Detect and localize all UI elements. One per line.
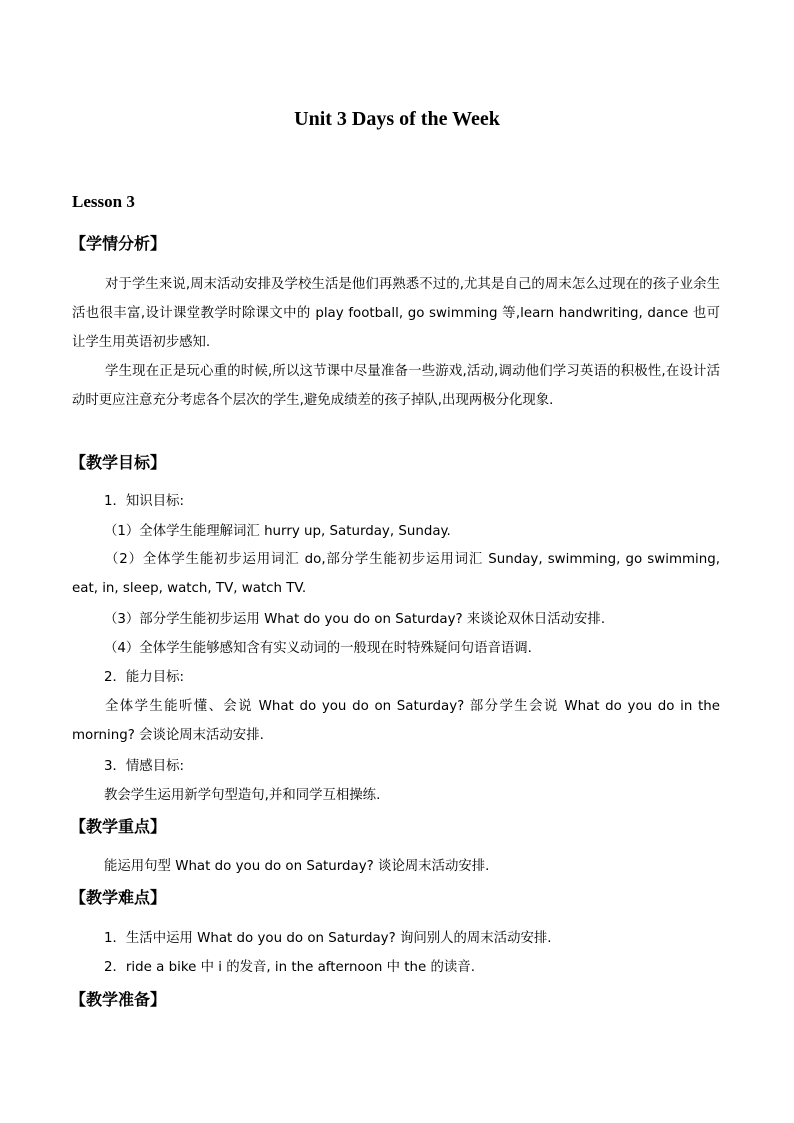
lesson-label: Lesson 3 [72, 192, 135, 211]
ability-goal-label: 2．能力目标: [104, 670, 184, 685]
knowledge-goal-3: （3）部分学生能初步运用 What do you do on Saturday? 来谈论双休日活动安排. [104, 612, 606, 627]
analysis-paragraph-2: 学生现在正是玩心重的时候,所以这节课中尽量准备一些游戏,活动,调动他们学习英语的积极性,在设计活动时更应注意充分考虑各个层次的学生,避免成绩差的孩子掉队,出现两极分化现象. [72, 364, 720, 408]
key-points-text: 能运用句型 What do you do on Saturday? 谈论周末活动安排. [104, 859, 490, 874]
emotion-goal-text: 教会学生运用新学句型造句,并和同学互相操练. [104, 788, 381, 803]
emotion-goal-label: 3．情感目标: [104, 759, 184, 774]
knowledge-goal-1: （1）全体学生能理解词汇 hurry up, Saturday, Sunday. [104, 524, 451, 539]
knowledge-goal-label: 1．知识目标: [104, 494, 184, 509]
difficulty-1: 1．生活中运用 What do you do on Saturday? 询问别人的周末活动安排. [104, 931, 552, 946]
knowledge-goal-2: （2）全体学生能初步运用词汇 do,部分学生能初步运用词汇 Sunday, swimming, go swimming, eat, in, sleep, watch, TV, watch TV. [72, 552, 720, 596]
document-title: Unit 3 Days of the Week [294, 108, 500, 130]
knowledge-goal-4: （4）全体学生能够感知含有实义动词的一般现在时特殊疑问句语音语调. [104, 641, 532, 656]
ability-goal-text: 全体学生能听懂、会说 What do you do on Saturday? 部分学生会说 What do you do in the morning? 会谈论周末活动安排. [72, 699, 720, 743]
heading-objectives: 【教学目标】 [70, 453, 167, 472]
heading-preparation: 【教学准备】 [70, 990, 167, 1009]
difficulty-2: 2．ride a bike 中 i 的发音, in the afternoon 中 the 的读音. [104, 960, 475, 975]
analysis-paragraph-1: 对于学生来说,周末活动安排及学校生活是他们再熟悉不过的,尤其是自己的周末怎么过现在的孩子业余生活也很丰富,设计课堂教学时除课文中的 play football, go swimming 等,learn handwriting, dance 也可让学生用英语初步感知. [72, 277, 720, 350]
heading-analysis: 【学情分析】 [70, 234, 167, 253]
heading-difficulties: 【教学难点】 [70, 888, 167, 907]
heading-key-points: 【教学重点】 [70, 817, 167, 836]
